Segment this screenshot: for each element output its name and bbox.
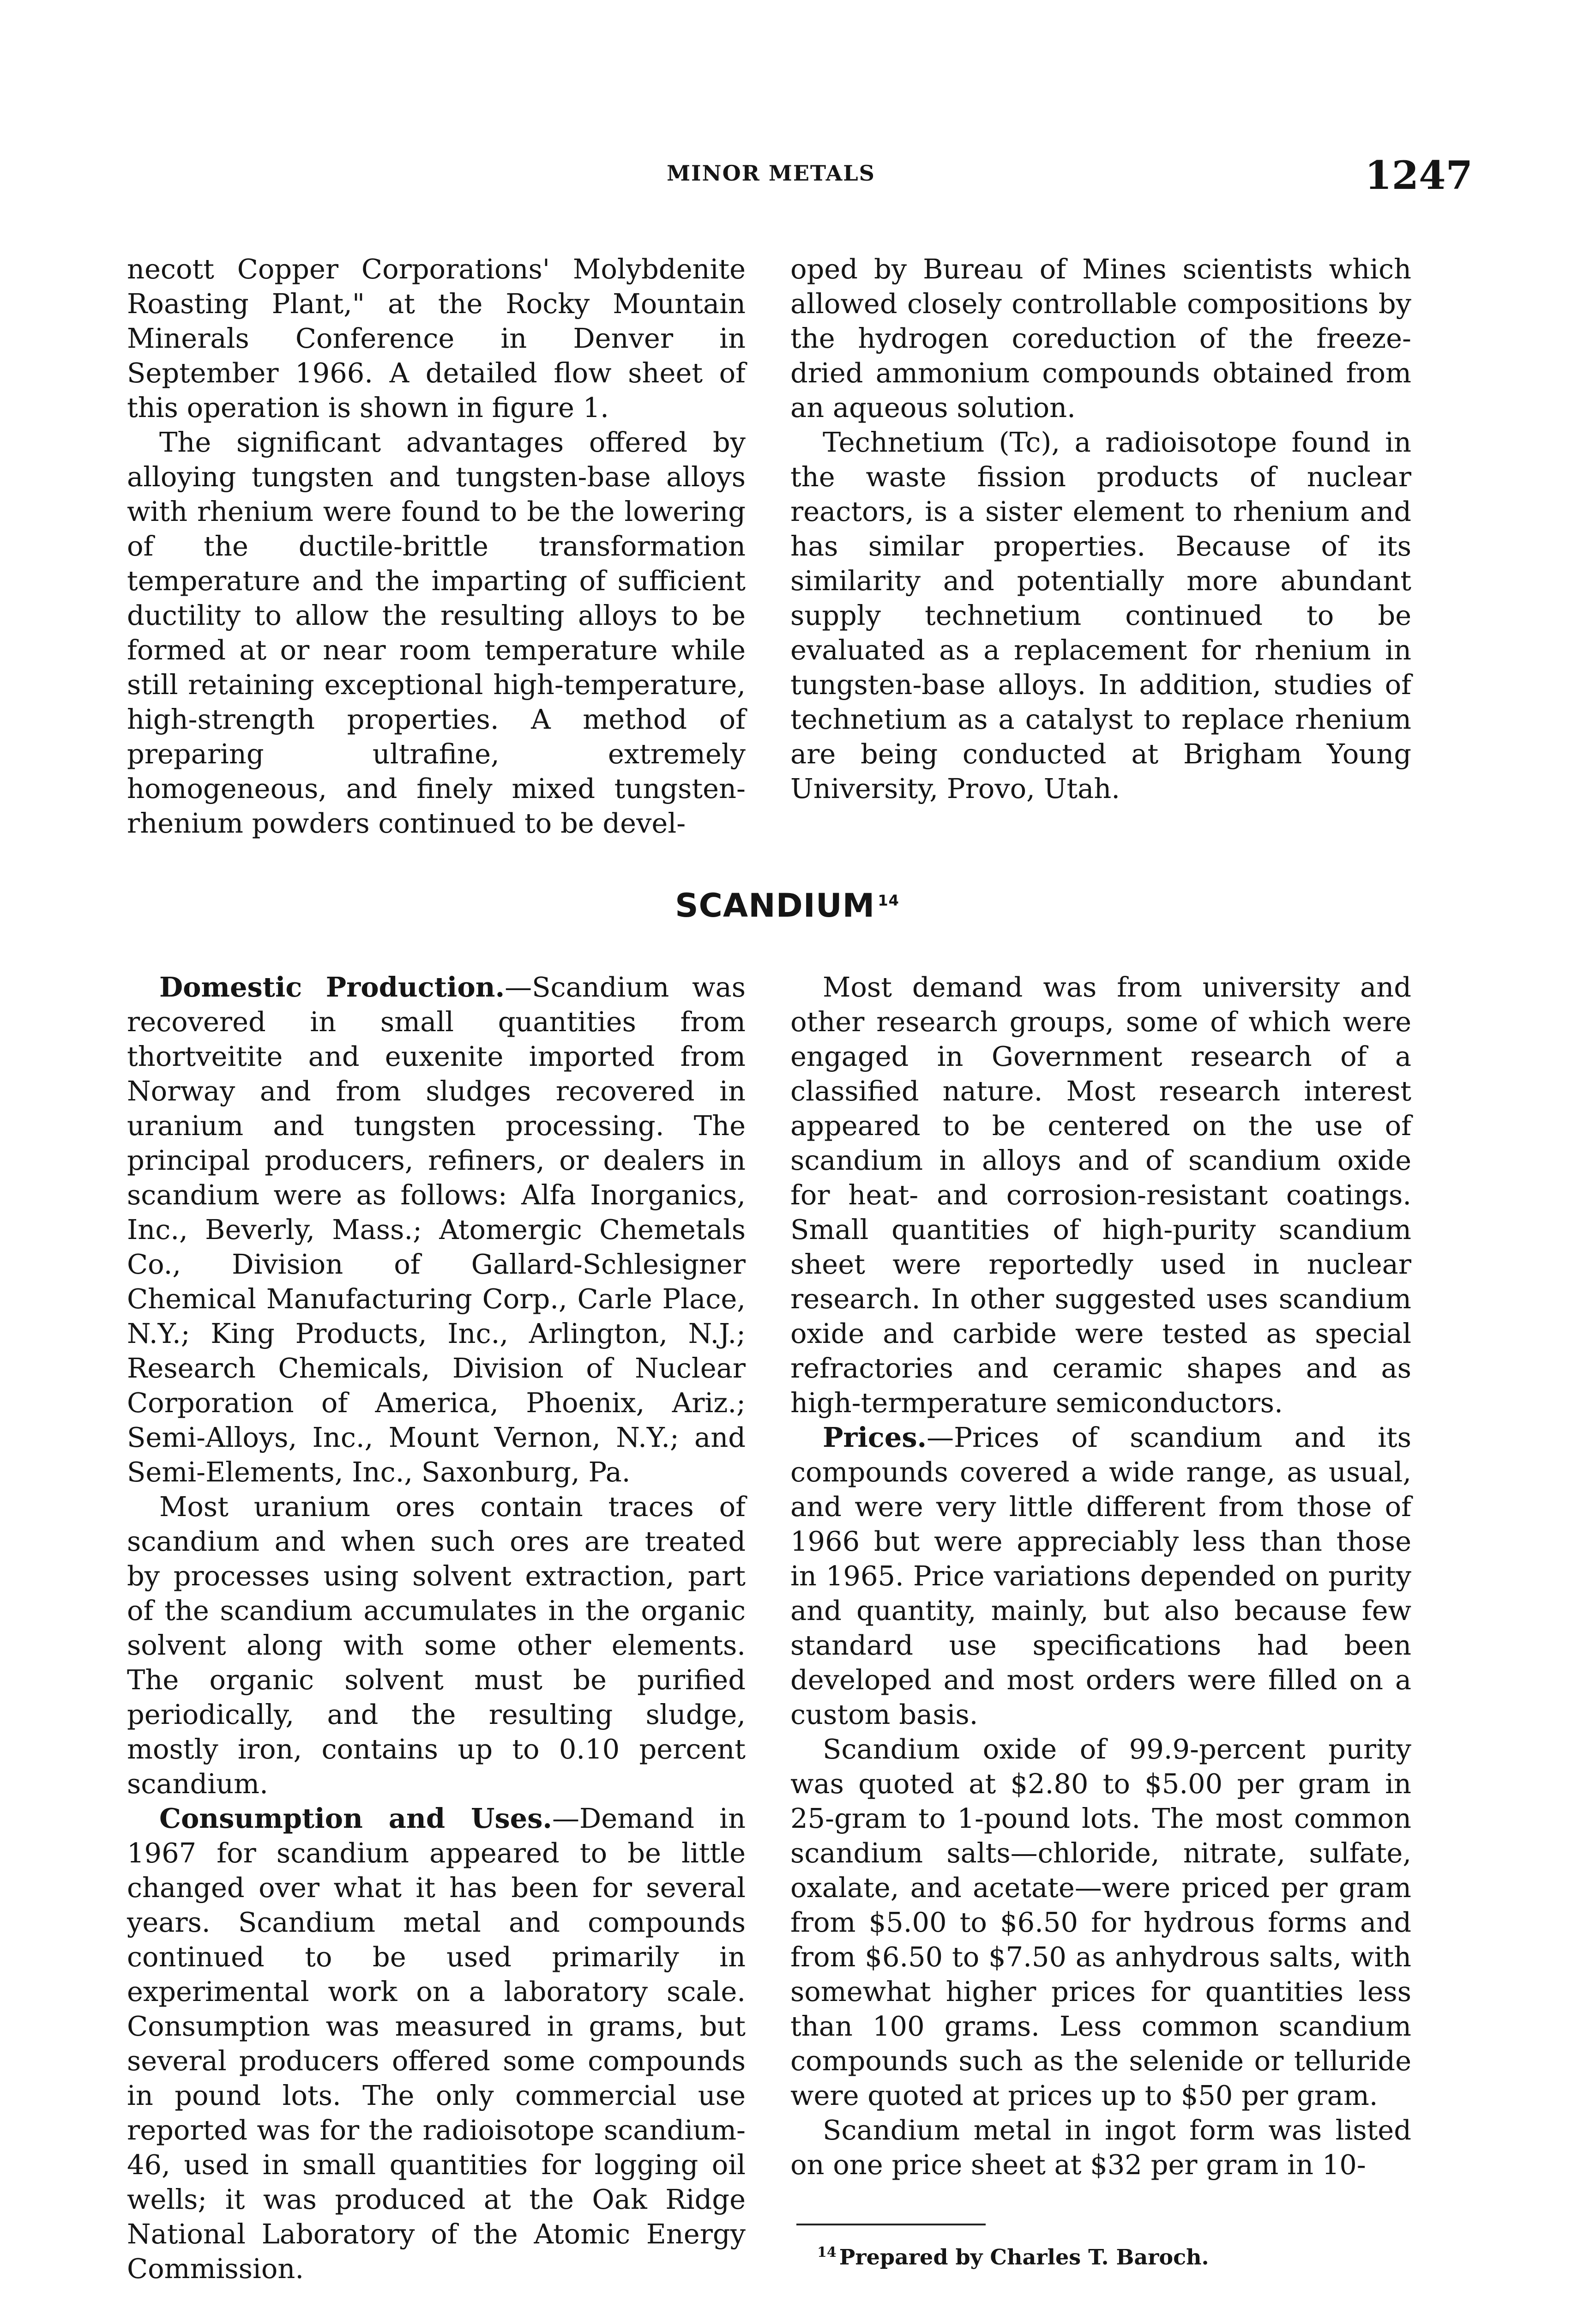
footnote-reference: 14 bbox=[878, 891, 899, 909]
run-in-heading: Consumption and Uses. bbox=[159, 1802, 552, 1834]
run-in-heading: Prices. bbox=[823, 1421, 927, 1453]
paragraph-text: —Demand in 1967 for scandium appeared to be little changed over what it has been for several years. Scandium metal and compounds continued to be used primarily in experimental work on a laboratory scale. Consumption was measured in grams, but several producers offered some compounds in pound lots. The only commercial use reported was for the radioisotope scandium-46, used in small quantities for logging oil wells; it was produced at the Oak Ridge National Laboratory of the Atomic Energy Commission. bbox=[127, 1802, 746, 2285]
run-in-heading: Domestic Production. bbox=[159, 971, 505, 1003]
paragraph: Scandium oxide of 99.9-percent purity was quoted at $2.80 to $5.00 per gram in 25-gram to 1-pound lots. The most common scandium salts—chloride, nitrate, sulfate, oxalate, and acetate—were priced per gram from $5.00 to $6.50 for hydrous forms and from $6.50 to $7.50 as anhydrous salts, with somewhat higher prices for quantities less than 100 grams. Less common scandium compounds such as the selenide or telluride were quoted at prices up to $50 per gram. bbox=[790, 1733, 1411, 2111]
paragraph: necott Copper Corporations' Molybdenite Roasting Plant," at the Rocky Mountain Minerals Conference in Denver in September 1966. A detailed flow sheet of this operation is shown in figure 1. bbox=[127, 253, 746, 423]
paragraph-text: —Scandium was recovered in small quantities from thortveitite and euxenite imported from Norway and from sludges recovered in uranium and tungsten processing. The principal producers, refiners, or dealers in scandium were as follows: Alfa Inorganics, Inc., Beverly, Mass.; Atomergic Chemetals Co., Division of Gallard-Schlesigner Chemical Manufacturing Corp., Carle Place, N.Y.; King Products, Inc., Arlington, N.J.; Research Chemicals, Division of Nuclear Corporation of America, Phoenix, Ariz.; Semi-Alloys, Inc., Mount Vernon, N.Y.; and Semi-Elements, Inc., Saxonburg, Pa. bbox=[127, 971, 746, 1488]
paragraph-text: —Prices of scandium and its compounds covered a wide range, as usual, and were very little different from those of 1966 but were appreciably less than those in 1965. Price variations depended on purity and quantity, mainly, but also because few standard use specifications had been developed and most orders were filled on a custom basis. bbox=[790, 1421, 1411, 1730]
footnote-text: Prepared by Charles T. Baroch. bbox=[839, 2244, 1209, 2270]
footnote-divider bbox=[796, 2224, 986, 2225]
bottom-right-column bbox=[790, 970, 1411, 2182]
section-heading bbox=[637, 887, 937, 925]
paragraph: oped by Bureau of Mines scientists which allowed closely controllable compositions by the hydrogen coreduction of the freeze-dried ammonium compounds obtained from an aqueous solution. bbox=[790, 253, 1411, 423]
paragraph: Most demand was from university and other research groups, some of which were engaged in Government research of a classified nature. Most research interest appeared to be centered on the use of scandium in alloys and of scandium oxide for heat- and corrosion-resistant coatings. Small quantities of high-purity scandium sheet were reportedly used in nuclear research. In other suggested uses scandium oxide and carbide were tested as special refractories and ceramic shapes and as high-termperature semiconductors. bbox=[790, 971, 1411, 1419]
paragraph-domestic-production bbox=[127, 970, 746, 1489]
paragraph: Most uranium ores contain traces of scandium and when such ores are treated by processes using solvent extraction, part of the scandium accumulates in the organic solvent along with some other elements. The organic solvent must be purified periodically, and the resulting sludge, mostly iron, contains up to 0.10 percent scandium. bbox=[127, 1491, 746, 1800]
paragraph: Scandium metal in ingot form was listed on one price sheet at $32 per gram in 10- bbox=[790, 2114, 1411, 2181]
footnote-number: 14 bbox=[817, 2244, 837, 2261]
footnote bbox=[817, 2244, 1371, 2269]
top-left-column bbox=[127, 252, 746, 840]
bottom-left-column bbox=[127, 970, 746, 2286]
paragraph-prices bbox=[790, 1420, 1411, 1732]
paragraph: Technetium (Tc), a radioisotope found in the waste fission products of nuclear reactors, is a sister element to rhenium and has similar properties. Because of its similarity and potentially more abundant supply technetium continued to be evaluated as a replacement for rhenium in tungsten-base alloys. In addition, studies of technetium as a catalyst to replace rhenium are being conducted at Brigham Young University, Provo, Utah. bbox=[790, 426, 1411, 804]
top-right-column bbox=[790, 252, 1411, 806]
paragraph: The significant advantages offered by alloying tungsten and tungsten-base alloys with rhenium were found to be the lowering of the ductile-brittle transformation temperature and the imparting of sufficient ductility to allow the resulting alloys to be formed at or near room temperature while still retaining exceptional high-temperature, high-strength properties. A method of preparing ultrafine, extremely homogeneous, and finely mixed tungsten-rhenium powders continued to be devel- bbox=[127, 426, 746, 839]
paragraph-consumption bbox=[127, 1801, 746, 2286]
section-title: SCANDIUM bbox=[675, 887, 875, 925]
page-number: 1247 bbox=[1365, 152, 1473, 198]
running-header: MINOR METALS bbox=[667, 161, 875, 186]
